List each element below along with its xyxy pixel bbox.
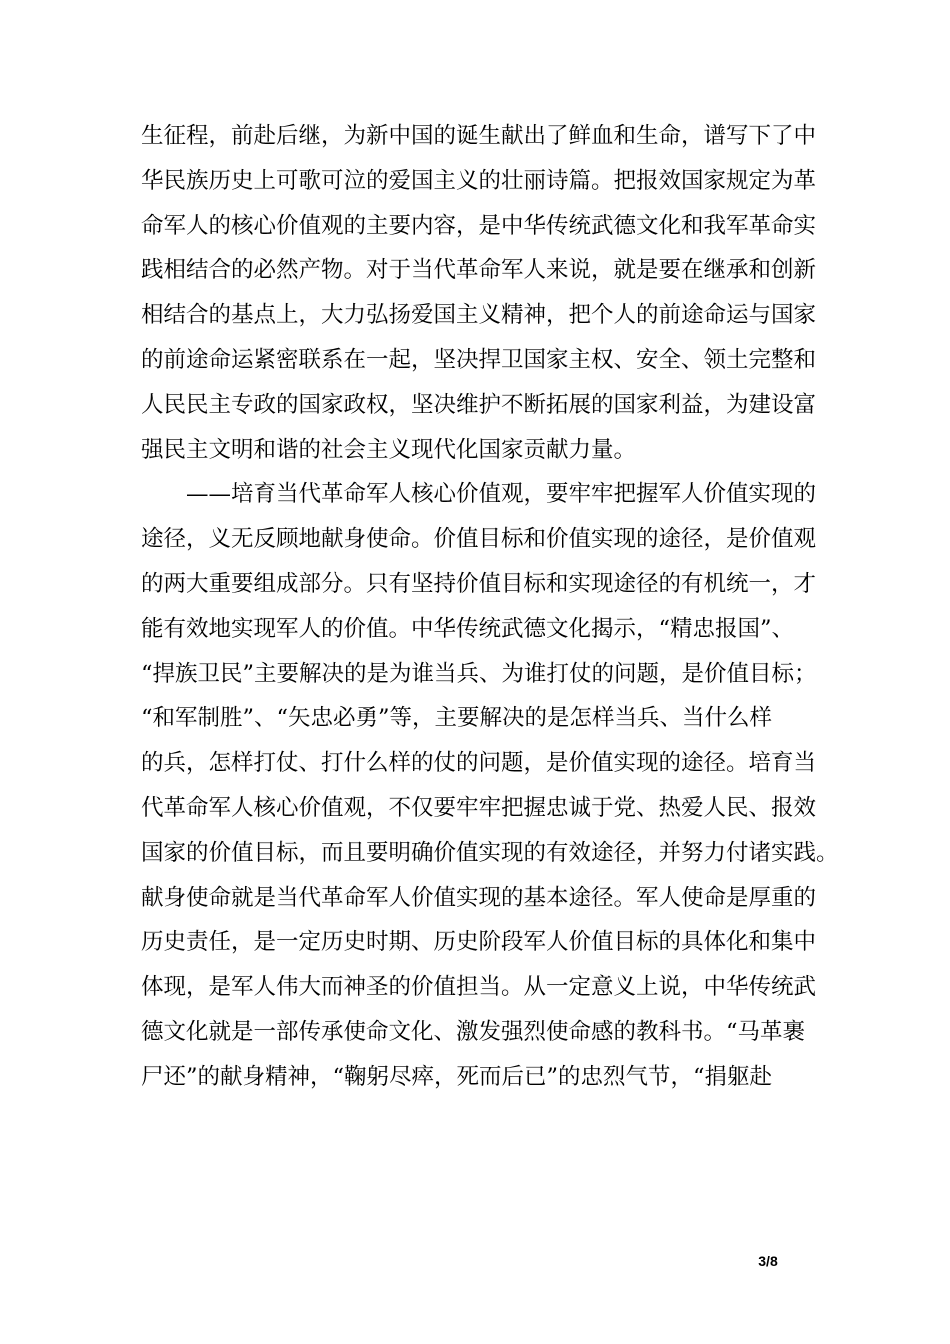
text-line: 的前途命运紧密联系在一起，坚决捍卫国家主权、安全、领土完整和: [141, 346, 817, 373]
text-line: 的兵，怎样打仗、打什么样的仗的问题，是价值实现的途径。培育当: [141, 750, 817, 777]
text-line: 献身使命就是当代革命军人价值实现的基本途径。军人使命是厚重的: [141, 884, 817, 911]
text-line: 践相结合的必然产物。对于当代革命军人来说，就是要在继承和创新: [141, 257, 817, 284]
text-line: 强民主文明和谐的社会主义现代化国家贡献力量。: [141, 436, 637, 463]
text-line: 德文化就是一部传承使命文化、激发强烈使命感的教科书。“马革裹: [141, 1018, 806, 1045]
text-line: 的两大重要组成部分。只有坚持价值目标和实现途径的有机统一，才: [141, 570, 817, 597]
text-line: 国家的价值目标，而且要明确价值实现的有效途径，并努力付诸实践。: [141, 839, 839, 866]
text-line: 华民族历史上可歌可泣的爱国主义的壮丽诗篇。把报效国家规定为革: [141, 167, 817, 194]
text-line: ——培育当代革命军人核心价值观，要牢牢把握军人价值实现的: [141, 481, 817, 508]
text-line: “捍族卫民”主要解决的是为谁当兵、为谁打仗的问题，是价值目标；: [141, 660, 817, 687]
text-line: 生征程，前赴后继，为新中国的诞生献出了鲜血和生命，谱写下了中: [141, 123, 817, 149]
text-line: 命军人的核心价值观的主要内容，是中华传统武德文化和我军革命实: [141, 212, 817, 239]
text-line: 途径，义无反顾地献身使命。价值目标和价值实现的途径，是价值观: [141, 526, 817, 553]
body-text: [141, 114, 841, 1100]
text-line: 代革命军人核心价值观，不仅要牢牢把握忠诚于党、热爱人民、报效: [141, 794, 817, 821]
text-line: 人民民主专政的国家政权，坚决维护不断拓展的国家利益，为建设富: [141, 391, 817, 418]
page-number: 3/8: [758, 1253, 778, 1269]
text-line: 历史责任，是一定历史时期、历史阶段军人价值目标的具体化和集中: [141, 929, 817, 956]
text-line: 尸还”的献身精神，“鞠躬尽瘁，死而后已”的忠烈气节，“捐躯赴: [141, 1063, 773, 1090]
text-line: 相结合的基点上，大力弘扬爱国主义精神，把个人的前途命运与国家: [141, 302, 817, 329]
text-line: 体现，是军人伟大而神圣的价值担当。从一定意义上说，中华传统武: [141, 974, 817, 1001]
text-line: 能有效地实现军人的价值。中华传统武德文化揭示，“精忠报国”、: [141, 615, 795, 642]
text-line: “和军制胜”、“矢忠必勇”等，主要解决的是怎样当兵、当什么样: [141, 705, 773, 732]
